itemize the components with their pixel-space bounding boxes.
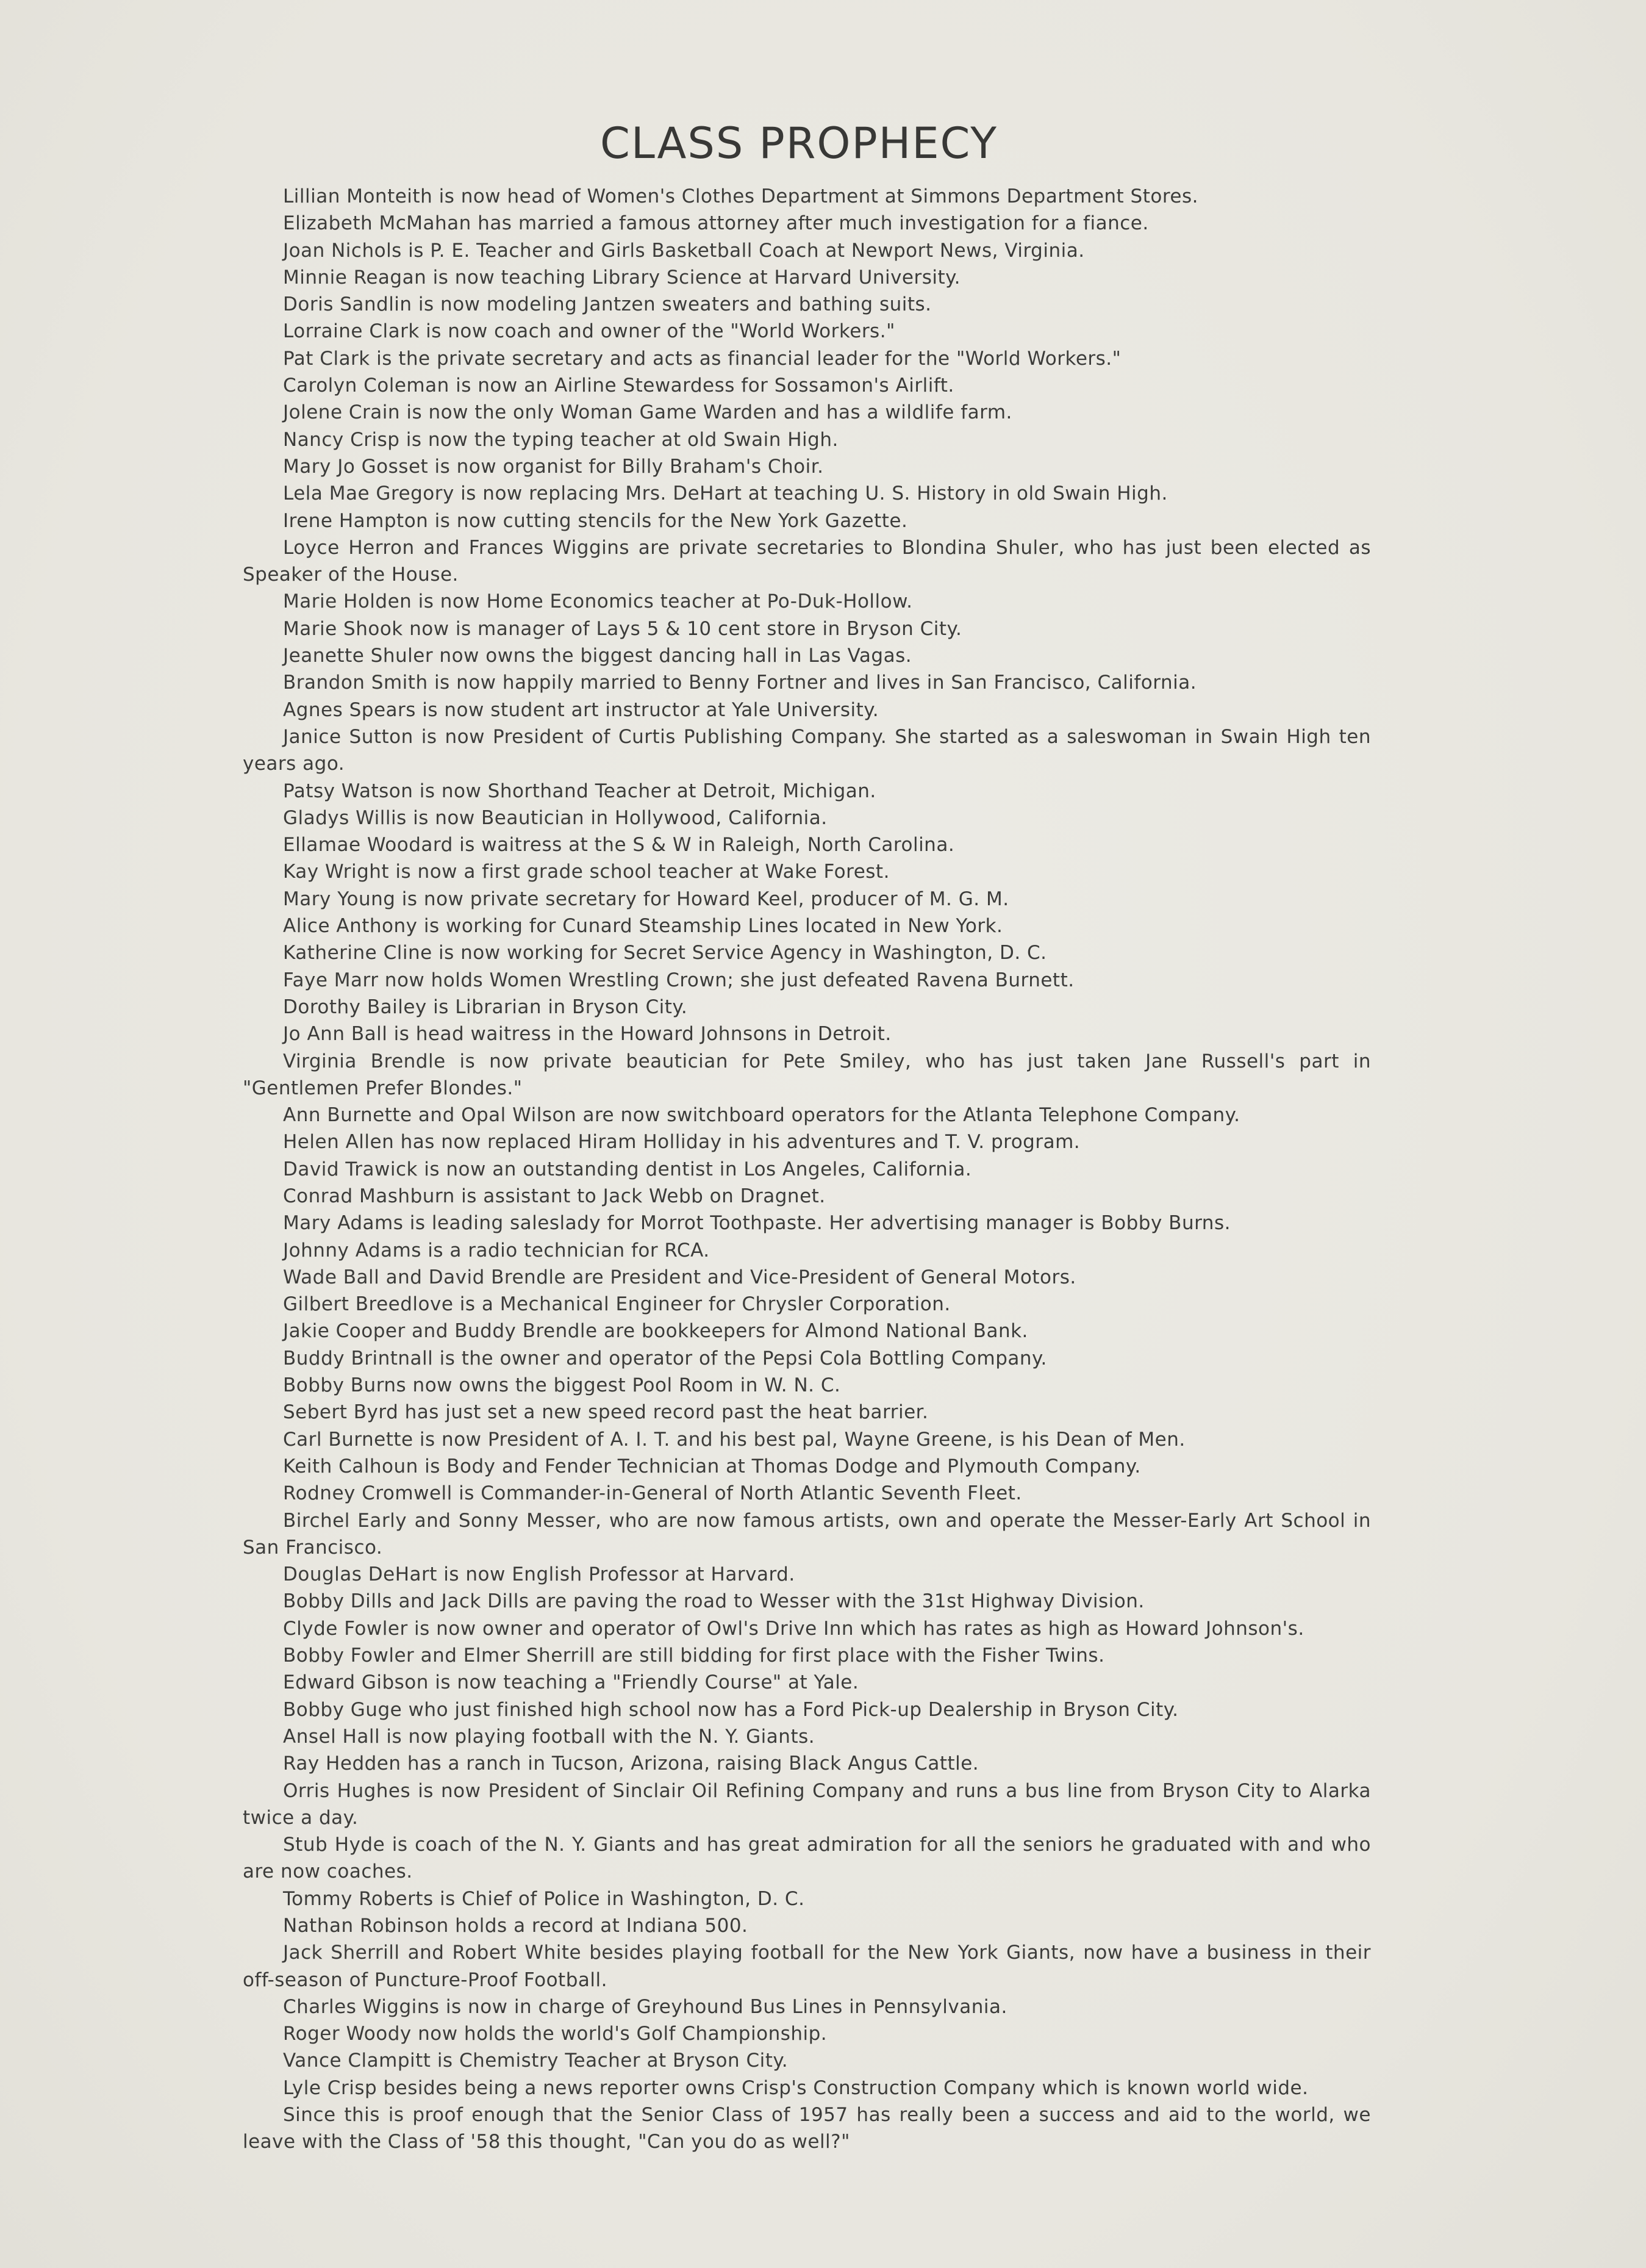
prophecy-paragraph: Jolene Crain is now the only Woman Game Warden and has a wildlife farm. <box>283 401 1012 424</box>
prophecy-paragraph: Ray Hedden has a ranch in Tucson, Arizona, raising Black Angus Cattle. <box>283 1753 979 1775</box>
prophecy-paragraph: Keith Calhoun is Body and Fender Technician at Thomas Dodge and Plymouth Company. <box>283 1455 1141 1477</box>
prophecy-paragraph: Jo Ann Ball is head waitress in the Howard Johnsons in Detroit. <box>283 1023 892 1046</box>
prophecy-paragraph: Charles Wiggins is now in charge of Greyhound Bus Lines in Pennsylvania. <box>283 1995 1007 2018</box>
prophecy-paragraph: Brandon Smith is now happily married to Benny Fortner and lives in San Francisco, California. <box>283 672 1197 694</box>
prophecy-paragraph: Lorraine Clark is now coach and owner of the "World Workers." <box>283 320 895 343</box>
prophecy-paragraph: Carl Burnette is now President of A. I. T. and his best pal, Wayne Greene, is his Dean of Men. <box>283 1428 1186 1451</box>
prophecy-paragraph: Jeanette Shuler now owns the biggest dancing hall in Las Vagas. <box>283 645 912 667</box>
prophecy-paragraph: Nancy Crisp is now the typing teacher at old Swain High. <box>283 428 839 451</box>
prophecy-paragraph: David Trawick is now an outstanding dentist in Los Angeles, California. <box>283 1158 972 1180</box>
prophecy-paragraph: Irene Hampton is now cutting stencils for the New York Gazette. <box>283 509 908 532</box>
prophecy-paragraph: Bobby Fowler and Elmer Sherrill are still bidding for first place with the Fisher Twins. <box>283 1645 1105 1667</box>
prophecy-paragraph: Marie Shook now is manager of Lays 5 & 10 cent store in Bryson City. <box>283 617 962 640</box>
prophecy-paragraph: Marie Holden is now Home Economics teacher at Po-Duk-Hollow. <box>283 590 913 613</box>
prophecy-paragraph: Clyde Fowler is now owner and operator of Owl's Drive Inn which has rates as high as Howard Johnson's. <box>283 1617 1304 1640</box>
prophecy-paragraph: Faye Marr now holds Women Wrestling Crown; she just defeated Ravena Burnett. <box>283 969 1075 991</box>
prophecy-paragraph: Since this is proof enough that the Senior Class of 1957 has really been a success and aid to the world, we leave with the Class of '58 this thought, "Can you do as well?" <box>243 2104 1371 2153</box>
prophecy-paragraph: Dorothy Bailey is Librarian in Bryson City. <box>283 996 688 1018</box>
page-title: CLASS PROPHECY <box>600 118 998 168</box>
prophecy-paragraph: Rodney Cromwell is Commander-in-General of North Atlantic Seventh Fleet. <box>283 1482 1022 1505</box>
prophecy-paragraph: Birchel Early and Sonny Messer, who are now famous artists, own and operate the Messer-Early Art School in San Francisco. <box>243 1509 1371 1559</box>
prophecy-paragraph: Carolyn Coleman is now an Airline Stewardess for Sossamon's Airlift. <box>283 375 954 397</box>
prophecy-paragraph: Patsy Watson is now Shorthand Teacher at Detroit, Michigan. <box>283 780 876 802</box>
prophecy-paragraph: Katherine Cline is now working for Secret Service Agency in Washington, D. C. <box>283 942 1047 964</box>
prophecy-paragraph: Ann Burnette and Opal Wilson are now switchboard operators for the Atlanta Telephone Company. <box>283 1104 1240 1127</box>
prophecy-paragraph: Sebert Byrd has just set a new speed record past the heat barrier. <box>283 1401 929 1424</box>
prophecy-paragraph: Bobby Guge who just finished high school now has a Ford Pick-up Dealership in Bryson City. <box>283 1698 1179 1721</box>
prophecy-paragraph: Virginia Brendle is now private beautician for Pete Smiley, who has just taken Jane Russell's part in "Gentlemen Prefer Blondes." <box>243 1050 1371 1099</box>
prophecy-paragraph: Lillian Monteith is now head of Women's Clothes Department at Simmons Department Stores. <box>283 185 1198 207</box>
prophecy-paragraph: Lyle Crisp besides being a news reporter owns Crisp's Construction Company which is known world wide. <box>283 2076 1309 2099</box>
prophecy-paragraph: Edward Gibson is now teaching a "Friendly Course" at Yale. <box>283 1671 859 1694</box>
prophecy-paragraph: Johnny Adams is a radio technician for RCA. <box>283 1239 710 1261</box>
prophecy-paragraph: Roger Woody now holds the world's Golf Championship. <box>283 2023 828 2045</box>
prophecy-paragraph: Mary Young is now private secretary for Howard Keel, producer of M. G. M. <box>283 888 1009 910</box>
prophecy-paragraph: Minnie Reagan is now teaching Library Science at Harvard University. <box>283 266 961 289</box>
prophecy-paragraph: Bobby Dills and Jack Dills are paving the road to Wesser with the 31st Highway Division. <box>283 1590 1145 1613</box>
prophecy-paragraph: Doris Sandlin is now modeling Jantzen sweaters and bathing suits. <box>283 293 932 316</box>
prophecy-paragraph: Gilbert Breedlove is a Mechanical Engineer for Chrysler Corporation. <box>283 1293 951 1316</box>
prophecy-paragraph: Buddy Brintnall is the owner and operator of the Pepsi Cola Bottling Company. <box>283 1347 1047 1369</box>
prophecy-paragraph: Ansel Hall is now playing football with the N. Y. Giants. <box>283 1725 815 1748</box>
prophecy-paragraph: Janice Sutton is now President of Curtis Publishing Company. She started as a saleswoman in Swain High ten years ago. <box>243 725 1371 775</box>
prophecy-paragraph: Ellamae Woodard is waitress at the S & W in Raleigh, North Carolina. <box>283 834 955 856</box>
prophecy-paragraph: Wade Ball and David Brendle are President and Vice-President of General Motors. <box>283 1266 1076 1288</box>
prophecy-paragraph: Jack Sherrill and Robert White besides playing football for the New York Giants, now have a business in their off-season of Puncture-Proof Football. <box>243 1942 1371 1991</box>
prophecy-paragraph: Jakie Cooper and Buddy Brendle are bookkeepers for Almond National Bank. <box>283 1320 1028 1343</box>
prophecy-paragraph: Conrad Mashburn is assistant to Jack Webb on Dragnet. <box>283 1185 826 1207</box>
prophecy-paragraph: Gladys Willis is now Beautician in Hollywood, California. <box>283 806 828 829</box>
prophecy-paragraph: Lela Mae Gregory is now replacing Mrs. DeHart at teaching U. S. History in old Swain High. <box>283 483 1168 505</box>
prophecy-paragraph: Elizabeth McMahan has married a famous attorney after much investigation for a fiance. <box>283 212 1149 235</box>
prophecy-paragraph: Kay Wright is now a first grade school teacher at Wake Forest. <box>283 861 890 883</box>
prophecy-paragraph: Joan Nichols is P. E. Teacher and Girls Basketball Coach at Newport News, Virginia. <box>283 239 1085 262</box>
prophecy-paragraph: Loyce Herron and Frances Wiggins are private secretaries to Blondina Shuler, who has just been elected as Speaker of the House. <box>243 536 1371 586</box>
prophecy-paragraph: Tommy Roberts is Chief of Police in Washington, D. C. <box>283 1887 805 1910</box>
prophecy-paragraph: Pat Clark is the private secretary and acts as financial leader for the "World Workers." <box>283 347 1122 370</box>
prophecy-paragraph: Bobby Burns now owns the biggest Pool Room in W. N. C. <box>283 1374 841 1397</box>
prophecy-paragraph: Stub Hyde is coach of the N. Y. Giants and has great admiration for all the seniors he graduated with and who are now coaches. <box>243 1834 1371 1883</box>
prophecy-paragraph: Alice Anthony is working for Cunard Steamship Lines located in New York. <box>283 915 1003 938</box>
prophecy-paragraph: Mary Adams is leading saleslady for Morrot Toothpaste. Her advertising manager is Bobby Burns. <box>283 1212 1231 1235</box>
prophecy-paragraph: Agnes Spears is now student art instructor at Yale University. <box>283 698 879 721</box>
prophecy-paragraph: Nathan Robinson holds a record at Indiana 500. <box>283 1915 748 1937</box>
prophecy-paragraph: Douglas DeHart is now English Professor at Harvard. <box>283 1563 795 1586</box>
prophecy-paragraph: Mary Jo Gosset is now organist for Billy Braham's Choir. <box>283 455 824 478</box>
prophecy-paragraph: Helen Allen has now replaced Hiram Holliday in his adventures and T. V. program. <box>283 1131 1081 1154</box>
prophecy-paragraph: Vance Clampitt is Chemistry Teacher at Bryson City. <box>283 2050 789 2072</box>
prophecy-body <box>243 183 1371 2156</box>
prophecy-paragraph: Orris Hughes is now President of Sinclair Oil Refining Company and runs a bus line from Bryson City to Alarka twice a day. <box>243 1779 1371 1829</box>
